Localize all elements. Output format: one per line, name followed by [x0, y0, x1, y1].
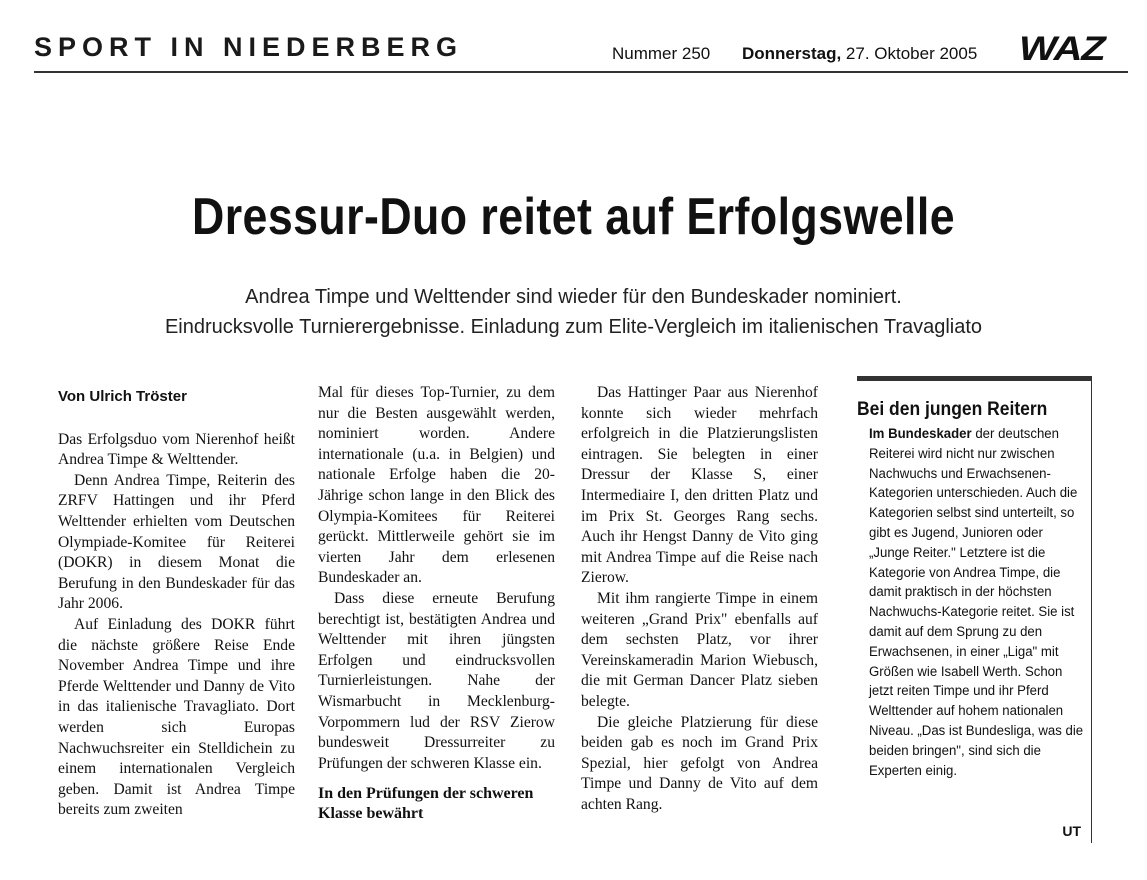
article-column-1	[58, 383, 295, 821]
paragraph: Mal für dieses Top-Turnier, zu dem nur die Besten ausgewählt werden, nominiert worden. Andere internationale (u.a. in Belgien) und nationale Erfolge haben die 20-Jährige schon lange in den Blick des Olympia-Komitees für Reiterei gerückt. Mittlerweile gehört sie im vierten Jahr dem erlesenen Bundeskader an.	[318, 384, 555, 587]
subhead-line-1: Andrea Timpe und Welttender sind wieder für den Bundeskader nominiert.	[245, 286, 902, 308]
paragraph: Auf Einladung des DOKR führt die nächste größere Reise Ende November Andrea Timpe und ihre Pferde Welttender und Danny de Vito in das italienische Travagliato. Dort werden sich Europas Nachwuchsreiter ein Stelldichein zu einem internationalen Vergleich geben. Damit ist Andrea Timpe bereits zum zweiten	[58, 615, 295, 819]
masthead	[34, 30, 1128, 70]
paragraph: Dass diese erneute Berufung berechtigt ist, bestätigten Andrea und Welttender mit ihren jüngsten Erfolgen und eindrucksvollen Turnierleistungen. Nahe der Wismarbucht in Mecklenburg-Vorpommern lud der RSV Zierow bundesweit Dressurreiter zu Prüfungen der schweren Klasse ein.	[318, 589, 555, 772]
section-title: SPORT IN NIEDERBERG	[34, 32, 464, 62]
interheading: In den Prüfungen der schweren Klasse bewährt	[318, 785, 534, 823]
headline: Dressur-Duo reitet auf Erfolgswelle	[191, 188, 956, 246]
sidebar-box	[857, 376, 1092, 843]
weekday: Donnerstag,	[742, 44, 842, 63]
date-text: 27. Oktober 2005	[845, 44, 978, 63]
newspaper-logo: WAZ	[1019, 30, 1105, 68]
issue-number: Nummer 250	[612, 44, 711, 63]
author-signature: UT	[1062, 823, 1081, 839]
article-column-2	[318, 383, 555, 824]
masthead-rule	[34, 71, 1128, 73]
sidebar-title: Bei den jungen Reitern	[857, 399, 1048, 420]
sidebar-body-text: der deutschen Reiterei wird nicht nur zwischen Nachwuchs und Erwachsenen-Kategorien unterschieden. Auch die Kategorien selbst sind unterteilt, so gibt es Jugend, Junioren oder „Junge Reiter." Letztere ist die Kategorie von Andrea Timpe, die damit praktisch in der höchsten Nachwuchs-Kategorie reitet. Sie ist damit auf dem Sprung zu den Erwachsenen, in einer „Liga" mit Größen wie Isabell Werth. Schon jetzt reiten Timpe und ihr Pferd Welttender auf hohem nationalen Niveau. „Das ist Bundesliga, was die beiden bringen", sind sich die Experten einig.	[869, 426, 1084, 779]
paragraph: Die gleiche Platzierung für diese beiden gab es noch im Grand Prix Spezial, hier gefolgt von Andrea Timpe und Danny de Vito auf dem achten Rang.	[581, 713, 818, 813]
issue-date	[742, 44, 977, 64]
paragraph: Denn Andrea Timpe, Reiterin des ZRFV Hattingen und ihr Pferd Welttender erhielten vom Deutschen Olympiade-Komitee für Reiterei (DOKR) in diesem Monat die Berufung in den Bundeskader für das Jahr 2006.	[58, 471, 295, 613]
paragraph: Das Hattinger Paar aus Nierenhof konnte sich wieder mehrfach erfolgreich in die Platzierungslisten eintragen. Sie belegten in einer Dressur der Klasse S, einer Intermediaire I, den dritten Platz und im Prix St. Georges Rang sechs. Auch ihr Hengst Danny de Vito ging mit Andrea Timpe auf die Reise nach Zierow.	[581, 384, 818, 587]
paragraph: Das Erfolgsduo vom Nierenhof heißt Andrea Timpe & Welttender.	[58, 430, 295, 469]
article-column-3	[581, 383, 818, 815]
byline: Von Ulrich Tröster	[58, 388, 187, 405]
paragraph: Mit ihm rangierte Timpe in einem weiteren „Grand Prix" ebenfalls auf dem sechsten Platz, vor ihrer Vereinskameradin Marion Wiebusch, die mit German Dancer Platz sieben belegte.	[581, 589, 818, 710]
sidebar-lead: Im Bundeskader	[869, 426, 972, 442]
sidebar-text	[869, 425, 1085, 781]
subhead-line-2: Eindrucksvolle Turnierergebnisse. Einladung zum Elite-Vergleich im italienischen Travagliato	[164, 316, 983, 338]
